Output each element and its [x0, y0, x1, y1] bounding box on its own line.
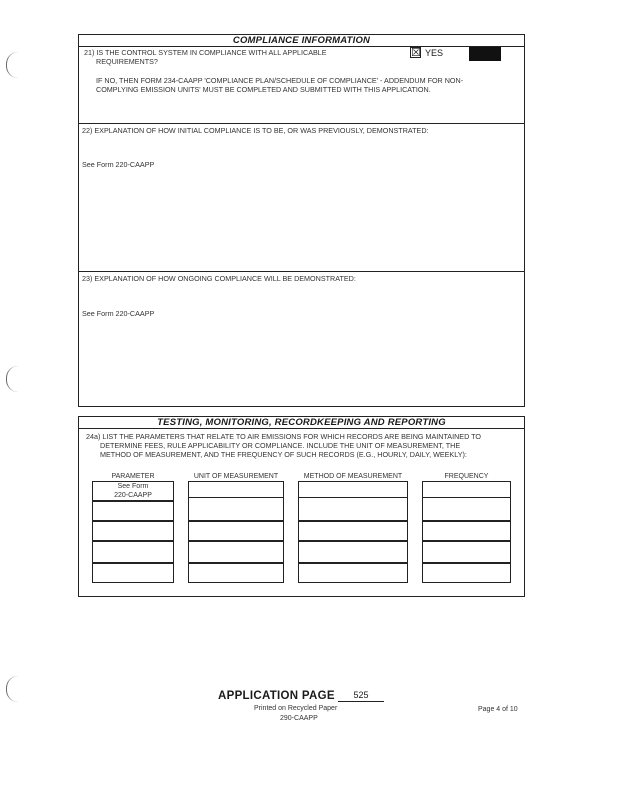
punch-hole-middle — [6, 366, 18, 392]
table-cell[interactable] — [298, 563, 408, 583]
table-cell[interactable] — [298, 497, 408, 521]
q23-label: 23) EXPLANATION OF HOW ONGOING COMPLIANCE WILL BE DEMONSTRATED: — [82, 274, 356, 283]
testing-header: TESTING, MONITORING, RECORDKEEPING AND REPORTING — [79, 417, 524, 429]
table-cell[interactable] — [188, 497, 284, 521]
q21-note-line2: COMPLYING EMISSION UNITS' MUST BE COMPLETED AND SUBMITTED WITH THIS APPLICATION. — [96, 85, 431, 94]
form-number: 290-CAAPP — [280, 715, 318, 722]
divider-22 — [79, 123, 524, 124]
application-page-number: 525 — [338, 690, 384, 702]
q23-answer[interactable]: See Form 220-CAAPP — [82, 309, 155, 318]
q22-answer[interactable]: See Form 220-CAAPP — [82, 160, 155, 169]
table-cell[interactable] — [92, 501, 174, 521]
table-cell[interactable] — [422, 521, 511, 541]
table-cell[interactable] — [298, 541, 408, 563]
table-cell[interactable] — [92, 481, 174, 501]
q21-note-line1: IF NO, THEN FORM 234-CAAPP 'COMPLIANCE PLAN/SCHEDULE OF COMPLIANCE' - ADDENDUM FOR NON- — [96, 76, 464, 85]
divider-23 — [79, 271, 524, 272]
table-cell[interactable] — [422, 563, 511, 583]
table-cell[interactable] — [298, 521, 408, 541]
table-cell[interactable] — [188, 521, 284, 541]
yes-label: YES — [425, 47, 444, 58]
punch-hole-bottom — [6, 676, 18, 702]
q24-line3: METHOD OF MEASUREMENT, AND THE FREQUENCY OF SUCH RECORDS (E.G., HOURLY, DAILY, WEEKLY): — [100, 450, 467, 459]
table-cell[interactable] — [188, 563, 284, 583]
table-cell[interactable] — [422, 541, 511, 563]
q21-line1: 21) IS THE CONTROL SYSTEM IN COMPLIANCE WITH ALL APPLICABLE — [84, 48, 327, 57]
q21-line2: REQUIREMENTS? — [96, 57, 158, 66]
column-header-unit: UNIT OF MEASUREMENT — [193, 473, 279, 480]
table-cell[interactable] — [188, 541, 284, 563]
column-header-frequency: FREQUENCY — [444, 473, 489, 480]
page-of-count: Page 4 of 10 — [478, 706, 518, 713]
cell-text-line2: 220-CAAPP — [114, 492, 152, 499]
yes-checkbox[interactable]: ☒ — [411, 46, 421, 59]
application-page-title: APPLICATION PAGE — [218, 690, 335, 702]
table-cell[interactable] — [92, 563, 174, 583]
punch-hole-top — [6, 52, 18, 78]
table-cell[interactable] — [92, 541, 174, 563]
q24-line2: DETERMINE FEES, RULE APPLICABILITY OR COMPLIANCE. INCLUDE THE UNIT OF MEASUREMENT, THE — [100, 441, 461, 450]
redaction-block — [469, 47, 501, 61]
q22-label: 22) EXPLANATION OF HOW INITIAL COMPLIANCE IS TO BE, OR WAS PREVIOUSLY, DEMONSTRATED: — [82, 126, 429, 135]
compliance-header: COMPLIANCE INFORMATION — [79, 35, 524, 47]
yes-option[interactable] — [410, 47, 443, 58]
cell-text-line1: See Form — [117, 483, 149, 490]
column-header-parameter: PARAMETER — [111, 473, 155, 480]
printed-note: Printed on Recycled Paper — [254, 705, 338, 712]
table-cell[interactable] — [92, 521, 174, 541]
table-cell[interactable] — [422, 497, 511, 521]
q24-line1: 24a) LIST THE PARAMETERS THAT RELATE TO AIR EMISSIONS FOR WHICH RECORDS ARE BEING MAINTAINED TO — [86, 432, 481, 441]
column-header-method: METHOD OF MEASUREMENT — [303, 473, 403, 480]
